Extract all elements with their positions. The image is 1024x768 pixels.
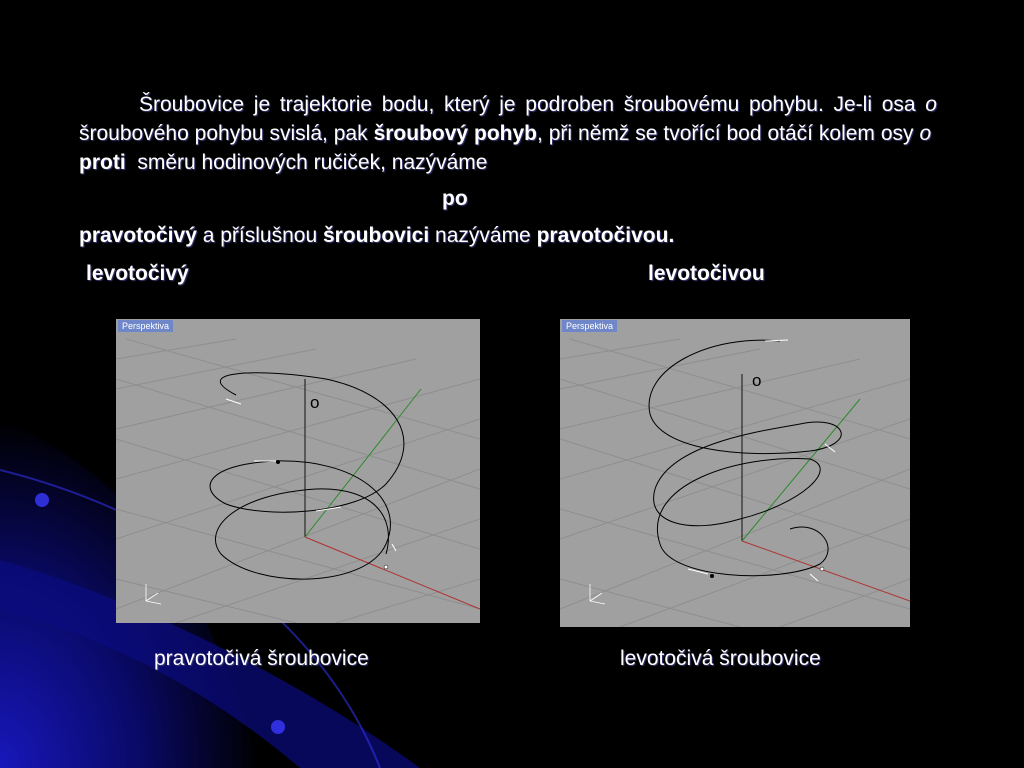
sentence-1: Šroubovice je trajektorie bodu, který je podroben šroubovému pohybu. — [139, 93, 824, 116]
term-sroubovy-pohyb: šroubový pohyb — [373, 122, 537, 145]
grid — [116, 339, 480, 623]
main-paragraph — [79, 90, 937, 177]
axis-o-label-left: o — [310, 393, 320, 412]
term-po: po — [442, 187, 468, 210]
sentence-2b: šroubového pohybu svislá, pak — [79, 122, 368, 145]
viewport-label-left: Perspektiva — [118, 320, 173, 332]
grid — [560, 339, 910, 627]
term-pravotocivy: pravotočivý — [79, 224, 197, 247]
x-axis-line — [305, 537, 480, 609]
second-line — [79, 224, 674, 248]
viewport-left-handed-helix — [560, 319, 910, 627]
sentence-2c: , při němž se tvořící bod otáčí kolem osy — [537, 122, 914, 145]
helix-right-handed-figure — [116, 319, 480, 623]
axis-o-1: o — [925, 93, 937, 116]
term-levotocivy: levotočivý — [86, 262, 189, 285]
y-axis-line — [742, 399, 860, 541]
axis-o-label-right: o — [752, 371, 762, 390]
term-sroubovici: šroubovici — [322, 224, 430, 247]
term-proti: proti — [79, 151, 126, 174]
text-nazyvame: nazýváme — [435, 224, 531, 247]
term-pravotocivou: pravotočivou. — [536, 224, 675, 247]
viewport-label-right: Perspektiva — [562, 320, 617, 332]
text-a-prislusnou: a příslušnou — [202, 224, 318, 247]
caption-right-handed: pravotočivá šroubovice — [154, 647, 369, 670]
axis-o-2: o — [919, 122, 932, 145]
sentence-2d: směru hodinových ručiček, nazýváme — [137, 151, 488, 174]
caption-left-handed: levotočivá šroubovice — [620, 647, 821, 670]
helix-left-handed-figure — [560, 319, 910, 627]
viewport-right-handed-helix — [116, 319, 480, 623]
sentence-2a: Je-li osa — [833, 93, 916, 116]
term-levotocivou: levotočivou — [648, 262, 765, 285]
